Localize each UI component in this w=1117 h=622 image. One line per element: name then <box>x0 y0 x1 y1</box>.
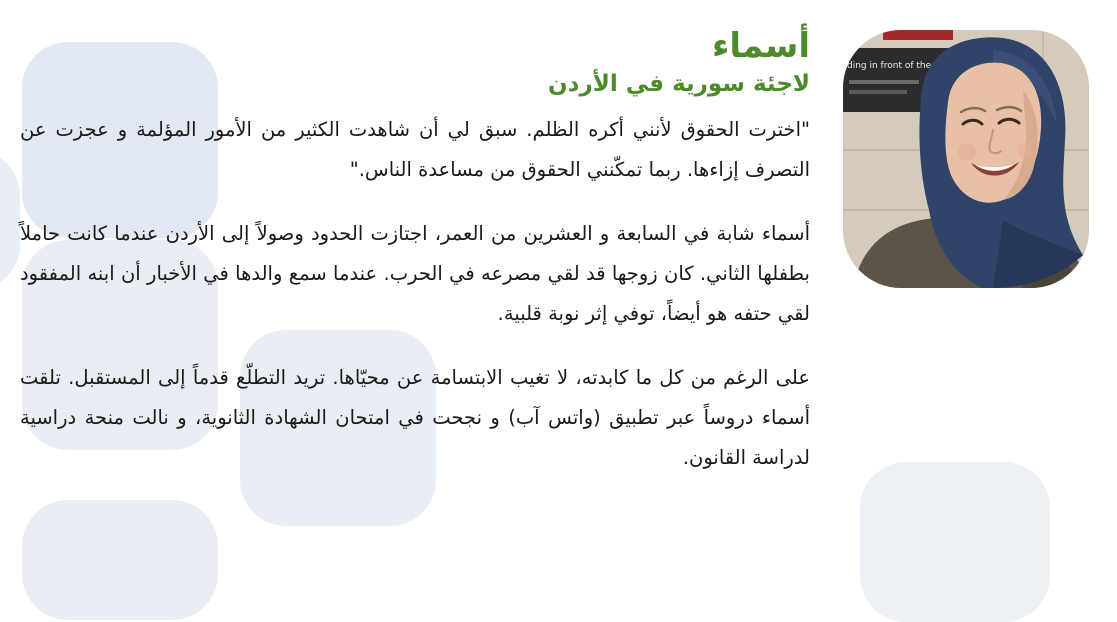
person-subtitle: لاجئة سورية في الأردن <box>548 71 810 97</box>
story-paragraph: أسماء شابة في السابعة و العشرين من العمر، اجتازت الحدود وصولاً إلى الأردن عندما كانت حاملاً بطفلها الثاني. كان زوجها قد لقي مصرعه في الحرب. عندما سمع والدها في الأخبار أن ابنه المفقود لقي حتفه هو أيضاً، توفي إثر نوبة قلبية. <box>20 222 810 325</box>
profile-text <box>20 22 810 502</box>
background-tile <box>0 150 20 290</box>
background-tile <box>860 462 1050 622</box>
story-paragraph: على الرغم من كل ما كابدته، لا تغيب الابتسامة عن محيّاها. تريد التطلّع قدماً إلى المستقبل. تلقت أسماء دروساً عبر تطبيق (واتس آب) و نجحت في امتحان الشهادة الثانوية، و نالت منحة دراسية لدراسة القانون. <box>20 366 810 469</box>
quote-paragraph: "اخترت الحقوق لأنني أكره الظلم. سبق لي أن شاهدت الكثير من الأمور المؤلمة و عجزت عن التصرف إزاءها. ربما تمكّنني الحقوق من مساعدة الناس." <box>20 118 810 181</box>
portrait-photo <box>843 30 1089 288</box>
sign-text: ding in front of the <box>847 61 932 71</box>
person-name: أسماء <box>711 26 810 66</box>
background-tile <box>22 500 218 620</box>
